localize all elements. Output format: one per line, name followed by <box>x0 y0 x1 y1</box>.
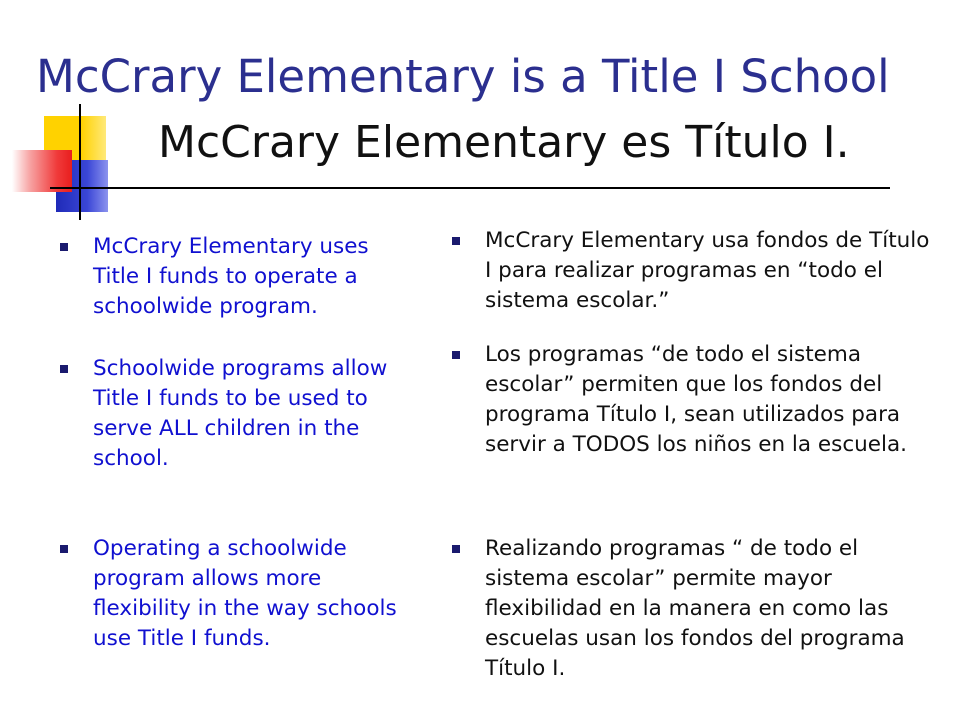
spanish-bullet-item <box>452 226 932 316</box>
square-bullet-icon <box>452 351 460 359</box>
english-bullet-text: Operating a schoolwide program allows more flexibility in the way schools use Title I funds. <box>93 536 397 651</box>
english-bullet-text: Schoolwide programs allow Title I funds to be used to serve ALL children in the school. <box>93 356 388 471</box>
title-underline <box>50 187 890 189</box>
square-bullet-icon <box>452 545 460 553</box>
spanish-bullet-item <box>452 534 932 684</box>
spanish-bullet-item <box>452 340 932 460</box>
square-bullet-icon <box>452 237 460 245</box>
decorative-vertical-line <box>79 104 81 220</box>
square-bullet-icon <box>60 243 68 251</box>
decorative-red-bar <box>12 150 72 192</box>
spanish-bullet-text: Los programas “de todo el sistema escolar” permiten que los fondos del programa Título I, sean utilizados para servir a TODOS los niños en la escuela. <box>485 342 908 457</box>
english-bullet-item <box>60 534 405 654</box>
spanish-bullet-text: Realizando programas “ de todo el sistema escolar” permite mayor flexibilidad en la manera en como las escuelas usan los fondos del programa Título I. <box>485 536 905 681</box>
english-bullet-item <box>60 232 405 322</box>
square-bullet-icon <box>60 365 68 373</box>
square-bullet-icon <box>60 545 68 553</box>
slide-title-english: McCrary Elementary is a Title I School <box>36 50 890 103</box>
slide-title-spanish: McCrary Elementary es Título I. <box>158 117 850 168</box>
english-bullet-text: McCrary Elementary uses Title I funds to operate a schoolwide program. <box>93 234 369 319</box>
english-bullet-item <box>60 354 405 474</box>
spanish-bullet-text: McCrary Elementary usa fondos de Título I para realizar programas en “todo el sistema escolar.” <box>485 228 930 313</box>
